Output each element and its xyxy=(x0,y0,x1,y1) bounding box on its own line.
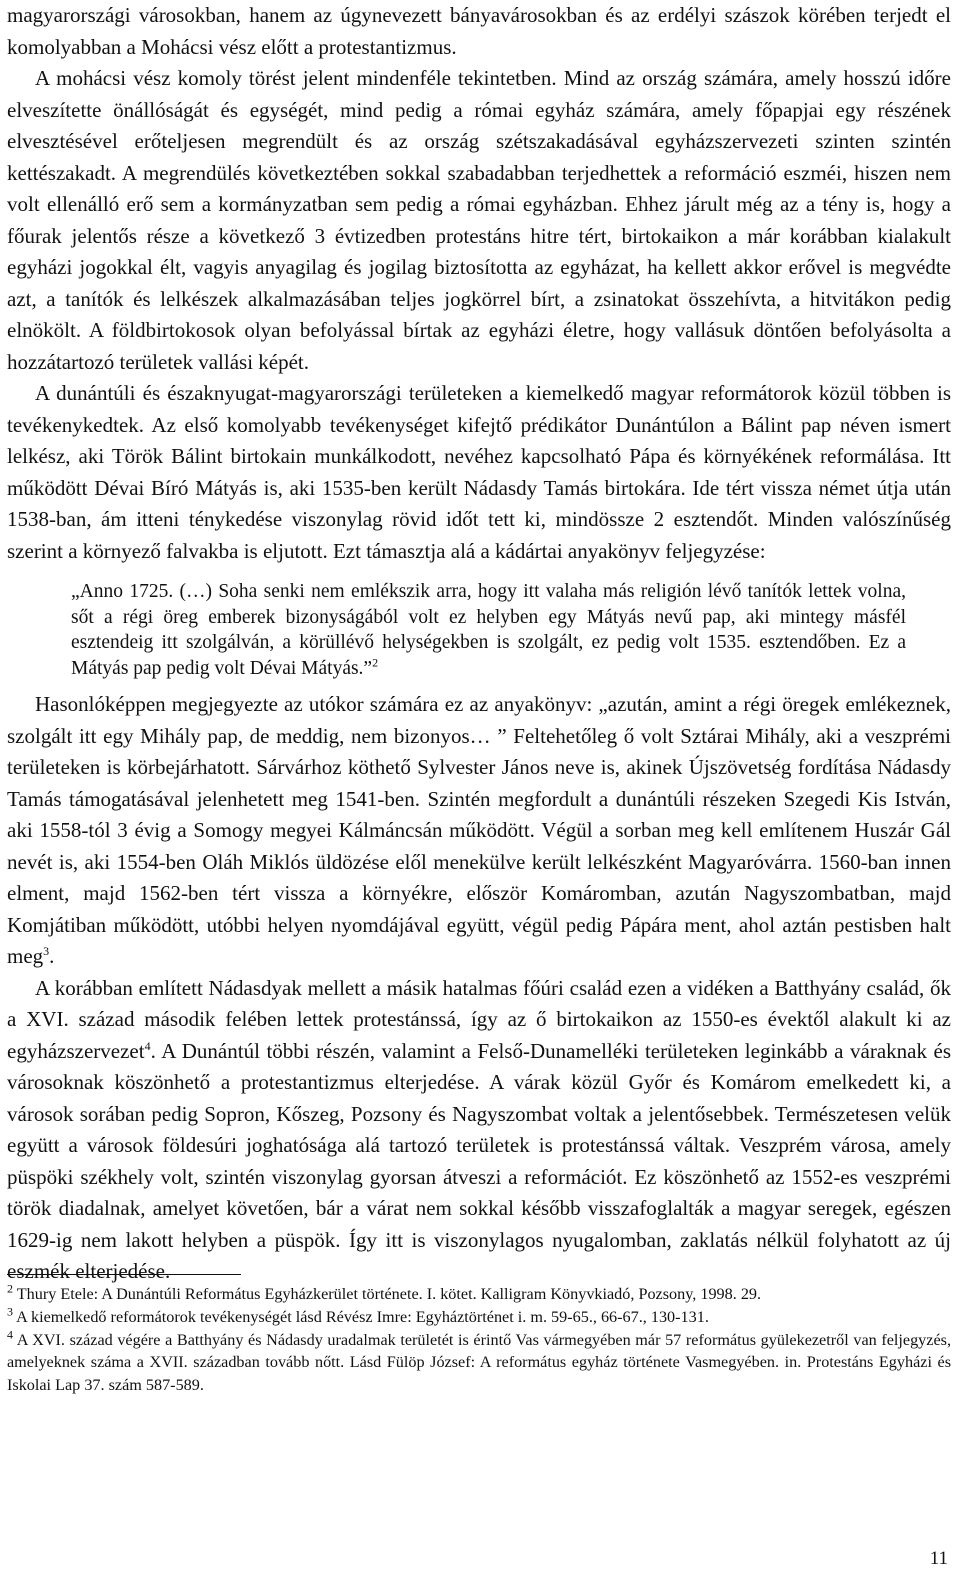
footnote-divider xyxy=(7,1274,241,1275)
document-page xyxy=(7,0,951,1288)
paragraph-4 xyxy=(7,689,951,973)
paragraph-5 xyxy=(7,973,951,1288)
footnote-ref-4[interactable]: 4 xyxy=(144,1038,151,1053)
footnote-text: A kiemelkedő reformátorok tevékenységét lásd Révész Imre: Egyháztörténet i. m. 59-65., 66-67., 130-131. xyxy=(16,1307,709,1326)
paragraph-4-text: Hasonlóképpen megjegyezte az utókor számára ez az anyakönyv: „azután, amint a régi öregek emlékeznek, szolgált itt egy Mihály pap, de meddig, nem bizonyos… ” Feltehetőleg ő volt Sztárai Mihály, aki a veszprémi területeken is körbejárhatott. Sárvárhoz köthető Sylvester János neve is, akinek Újszövetség fordítása Nádasdy Tamás támogatásával jelenhetett meg 1541-ben. Szintén megfordult a dunántúli részeken Szegedi Kis István, aki 1558-tól 3 évig a Somogy megyei Kálmáncsán működött. Végül a sorban meg kell említenem Huszár Gál nevét is, aki 1554-ben Oláh Miklós üldözése elől menekülve került lelkészként Magyaróvárra. 1560-ban innen elment, majd 1562-ben tért vissza a környékre, először Komáromban, azután Nagyszombatban, majd Komjátiban működött, utóbbi helyen nyomdájával együtt, végül pedig Pápára ment, ahol aztán pestisben halt meg xyxy=(7,692,951,969)
footnote-number: 3 xyxy=(7,1304,13,1319)
paragraph-4-end: . xyxy=(49,944,55,969)
block-quote xyxy=(71,579,906,681)
paragraph-2: A mohácsi vész komoly törést jelent mindenféle tekintetben. Mind az ország számára, amely hosszú időre elveszítette önállóságát és egységét, mind pedig a római egyház számára, amely főpapjai egy részének elvesztésével erőteljesen megrendült és az ország szétszakadásával egyházszervezeti szinten szintén kettészakadt. A megrendülés következtében sokkal szabadabban terjedhettek a reformáció eszméi, hiszen nem volt ellenálló erő sem a kormányzatban sem pedig a római egyházban. Ehhez járult még az a tény is, hogy a főurak jelentős része a következő 3 évtizedben protestáns hitre tért, birtokaikon a már korábban kialakult egyházi jogokkal élt, vagyis anyagilag és jogilag biztosította az egyházat, ha kellett akkor erővel is megvédte azt, a tanítók és lelkészek alkalmazásában teljes jogkörrel bírt, a zsinatokat összehívta, a hitvitákon pedig elnökölt. A földbirtokosok olyan befolyással bírtak az egyházi életre, hogy vallásuk döntően befolyásolta a hozzátartozó területek vallási képét. xyxy=(7,66,951,374)
footnote-number: 2 xyxy=(7,1281,13,1296)
footnotes xyxy=(7,1283,951,1397)
footnote-4 xyxy=(7,1329,951,1397)
footnote-text: A XVI. század végére a Batthyány és Nádasdy uradalmak területét is érintő Vas vármegyében már 57 református gyülekezetről van feljegyzés, amelyeknek száma a XVII. században tovább nőtt. Lásd Fülöp József: A református egyház története Vasmegyében. in. Protestáns Egyházi és Iskolai Lap 37. szám 587-589. xyxy=(7,1330,951,1395)
footnote-ref-3[interactable]: 3 xyxy=(43,944,50,959)
paragraph-3: A dunántúli és északnyugat-magyarországi területeken a kiemelkedő magyar reformátorok közül többen is tevékenykedtek. Az első komolyabb tevékenységet kifejtő prédikátor Dunántúlon a Bálint pap néven ismert lelkész, aki Török Bálint birtokain munkálkodott, nevéhez kapcsolható Pápa és környékének reformálása. Itt működött Dévai Bíró Mátyás is, aki 1535-ben került Nádasdy Tamás birtokára. Ide tért vissza német útja után 1538-ban, ám itteni ténykedése viszonylag rövid időt tett ki, mindössze 2 esztendőt. Minden valószínűség szerint a környező falvakba is eljutott. Ezt támasztja alá a kádártai anyakönyv feljegyzése: xyxy=(7,381,951,563)
footnote-2 xyxy=(7,1283,951,1306)
paragraph-5-text-b: . A Dunántúl többi részén, valamint a Felső-Dunamelléki területeken leginkább a váraknak és városoknak köszönhető a protestantizmus elterjedése. A várak közül Győr és Komárom emelkedett ki, a városok sorában pedig Sopron, Kőszeg, Pozsony és Nagyszombat voltak a jelentősebbek. Természetesen velük együtt a városok földesúri joghatósága alá tartozó területek is protestánssá váltak. Veszprém városa, amely püspöki székhely volt, szintén viszonylag gyorsan átveszi a reformációt. Ez köszönhető az 1552-es veszprémi török diadalnak, amelyet követően, bár a várat nem sokkal később visszafoglalták a magyar seregek, egészen 1629-ig nem lakott helyben a püspök. Így itt is viszonylagos nyugalomban, zaklatás nélkül folyhatott az új eszmék elterjedése. xyxy=(7,1038,951,1284)
page-number: 11 xyxy=(929,1548,948,1569)
footnote-number: 4 xyxy=(7,1327,13,1342)
paragraph-5-text-a: A korábban említett Nádasdyak mellett a másik hatalmas főúri család ezen a vidéken a Batthyány család, ők a XVI. század második felében lettek protestánssá, így az ő birtokaikon az 1550-es évektől alakult ki az egyházszervezet xyxy=(7,975,951,1063)
footnote-3 xyxy=(7,1306,951,1329)
quote-text: „Anno 1725. (…) Soha senki nem emlékszik arra, hogy itt valaha más religión lévő tanítók lettek volna, sőt a régi öreg emberek bizonyságából volt ez helyben egy Mátyás nevű pap, aki mintegy másfél esztendeig itt szolgálván, a körüllévő helységekben is szolgált, ez pedig volt 1535. esztendőben. Ez a Mátyás pap pedig volt Dévai Mátyás.” xyxy=(71,581,906,679)
footnote-ref-2[interactable]: 2 xyxy=(372,655,379,670)
footnote-text: Thury Etele: A Dunántúli Református Egyházkerület története. I. kötet. Kalligram Könyvkiadó, Pozsony, 1998. 29. xyxy=(16,1285,762,1303)
paragraph-1: magyarországi városokban, hanem az úgynevezett bányavárosokban és az erdélyi szászok körében terjedt el komolyabban a Mohácsi vész előtt a protestantizmus. xyxy=(7,3,951,59)
